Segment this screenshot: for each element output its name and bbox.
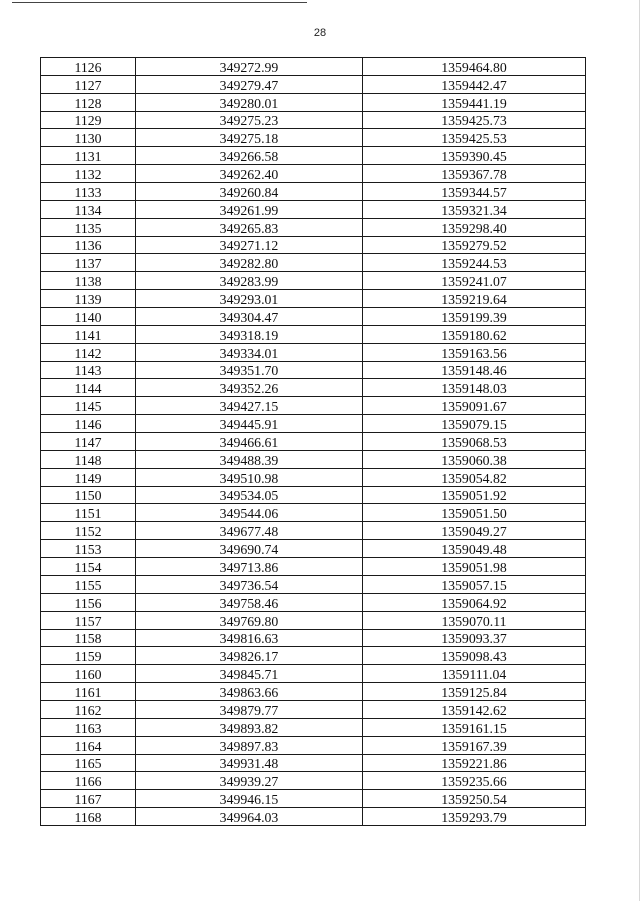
table-row <box>41 700 586 718</box>
point-number-cell: 1126 <box>41 58 136 76</box>
table-row <box>41 218 586 236</box>
y-coordinate-cell: 1359464.80 <box>363 58 586 76</box>
table-row <box>41 111 586 129</box>
point-number-cell: 1161 <box>41 683 136 701</box>
y-coordinate-cell: 1359219.64 <box>363 290 586 308</box>
x-coordinate-cell: 349939.27 <box>136 772 363 790</box>
point-number-cell: 1135 <box>41 218 136 236</box>
y-coordinate-cell: 1359051.50 <box>363 504 586 522</box>
table-row <box>41 718 586 736</box>
table-row <box>41 504 586 522</box>
table-row <box>41 75 586 93</box>
y-coordinate-cell: 1359279.52 <box>363 236 586 254</box>
x-coordinate-cell: 349534.05 <box>136 486 363 504</box>
table-row <box>41 272 586 290</box>
table-row <box>41 575 586 593</box>
x-coordinate-cell: 349283.99 <box>136 272 363 290</box>
point-number-cell: 1139 <box>41 290 136 308</box>
y-coordinate-cell: 1359054.82 <box>363 468 586 486</box>
y-coordinate-cell: 1359093.37 <box>363 629 586 647</box>
y-coordinate-cell: 1359064.92 <box>363 593 586 611</box>
point-number-cell: 1151 <box>41 504 136 522</box>
x-coordinate-cell: 349261.99 <box>136 200 363 218</box>
point-number-cell: 1166 <box>41 772 136 790</box>
x-coordinate-cell: 349318.19 <box>136 325 363 343</box>
table-row <box>41 343 586 361</box>
point-number-cell: 1150 <box>41 486 136 504</box>
point-number-cell: 1165 <box>41 754 136 772</box>
table-row <box>41 772 586 790</box>
y-coordinate-cell: 1359125.84 <box>363 683 586 701</box>
table-row <box>41 308 586 326</box>
table-row <box>41 290 586 308</box>
point-number-cell: 1128 <box>41 93 136 111</box>
point-number-cell: 1136 <box>41 236 136 254</box>
y-coordinate-cell: 1359161.15 <box>363 718 586 736</box>
point-number-cell: 1160 <box>41 665 136 683</box>
y-coordinate-cell: 1359163.56 <box>363 343 586 361</box>
y-coordinate-cell: 1359241.07 <box>363 272 586 290</box>
y-coordinate-cell: 1359344.57 <box>363 183 586 201</box>
x-coordinate-cell: 349690.74 <box>136 540 363 558</box>
x-coordinate-cell: 349964.03 <box>136 808 363 826</box>
x-coordinate-cell: 349736.54 <box>136 575 363 593</box>
point-number-cell: 1168 <box>41 808 136 826</box>
point-number-cell: 1144 <box>41 379 136 397</box>
y-coordinate-cell: 1359442.47 <box>363 75 586 93</box>
y-coordinate-cell: 1359098.43 <box>363 647 586 665</box>
table-row <box>41 129 586 147</box>
y-coordinate-cell: 1359049.27 <box>363 522 586 540</box>
x-coordinate-cell: 349334.01 <box>136 343 363 361</box>
table-row <box>41 254 586 272</box>
y-coordinate-cell: 1359167.39 <box>363 736 586 754</box>
point-number-cell: 1137 <box>41 254 136 272</box>
x-coordinate-cell: 349352.26 <box>136 379 363 397</box>
point-number-cell: 1157 <box>41 611 136 629</box>
x-coordinate-cell: 349275.23 <box>136 111 363 129</box>
x-coordinate-cell: 349282.80 <box>136 254 363 272</box>
x-coordinate-cell: 349275.18 <box>136 129 363 147</box>
point-number-cell: 1153 <box>41 540 136 558</box>
x-coordinate-cell: 349272.99 <box>136 58 363 76</box>
x-coordinate-cell: 349427.15 <box>136 397 363 415</box>
point-number-cell: 1142 <box>41 343 136 361</box>
coordinates-table-body <box>41 58 586 826</box>
table-row <box>41 58 586 76</box>
table-row <box>41 611 586 629</box>
y-coordinate-cell: 1359060.38 <box>363 450 586 468</box>
y-coordinate-cell: 1359070.11 <box>363 611 586 629</box>
y-coordinate-cell: 1359148.46 <box>363 361 586 379</box>
y-coordinate-cell: 1359250.54 <box>363 790 586 808</box>
y-coordinate-cell: 1359142.62 <box>363 700 586 718</box>
point-number-cell: 1132 <box>41 165 136 183</box>
x-coordinate-cell: 349931.48 <box>136 754 363 772</box>
y-coordinate-cell: 1359244.53 <box>363 254 586 272</box>
y-coordinate-cell: 1359390.45 <box>363 147 586 165</box>
table-row <box>41 165 586 183</box>
point-number-cell: 1152 <box>41 522 136 540</box>
y-coordinate-cell: 1359235.66 <box>363 772 586 790</box>
x-coordinate-cell: 349816.63 <box>136 629 363 647</box>
point-number-cell: 1163 <box>41 718 136 736</box>
table-row <box>41 361 586 379</box>
point-number-cell: 1133 <box>41 183 136 201</box>
x-coordinate-cell: 349265.83 <box>136 218 363 236</box>
point-number-cell: 1154 <box>41 558 136 576</box>
point-number-cell: 1155 <box>41 575 136 593</box>
table-row <box>41 379 586 397</box>
y-coordinate-cell: 1359091.67 <box>363 397 586 415</box>
x-coordinate-cell: 349510.98 <box>136 468 363 486</box>
point-number-cell: 1127 <box>41 75 136 93</box>
x-coordinate-cell: 349279.47 <box>136 75 363 93</box>
x-coordinate-cell: 349488.39 <box>136 450 363 468</box>
table-row <box>41 236 586 254</box>
table-row <box>41 147 586 165</box>
table-row <box>41 325 586 343</box>
y-coordinate-cell: 1359293.79 <box>363 808 586 826</box>
x-coordinate-cell: 349266.58 <box>136 147 363 165</box>
x-coordinate-cell: 349304.47 <box>136 308 363 326</box>
table-row <box>41 93 586 111</box>
x-coordinate-cell: 349845.71 <box>136 665 363 683</box>
x-coordinate-cell: 349445.91 <box>136 415 363 433</box>
table-row <box>41 790 586 808</box>
table-row <box>41 433 586 451</box>
y-coordinate-cell: 1359367.78 <box>363 165 586 183</box>
y-coordinate-cell: 1359051.98 <box>363 558 586 576</box>
table-row <box>41 736 586 754</box>
point-number-cell: 1149 <box>41 468 136 486</box>
table-row <box>41 468 586 486</box>
y-coordinate-cell: 1359298.40 <box>363 218 586 236</box>
y-coordinate-cell: 1359079.15 <box>363 415 586 433</box>
point-number-cell: 1131 <box>41 147 136 165</box>
point-number-cell: 1146 <box>41 415 136 433</box>
x-coordinate-cell: 349271.12 <box>136 236 363 254</box>
x-coordinate-cell: 349262.40 <box>136 165 363 183</box>
point-number-cell: 1147 <box>41 433 136 451</box>
coordinates-table <box>40 57 586 826</box>
x-coordinate-cell: 349897.83 <box>136 736 363 754</box>
table-row <box>41 522 586 540</box>
y-coordinate-cell: 1359221.86 <box>363 754 586 772</box>
point-number-cell: 1156 <box>41 593 136 611</box>
x-coordinate-cell: 349769.80 <box>136 611 363 629</box>
y-coordinate-cell: 1359425.73 <box>363 111 586 129</box>
point-number-cell: 1162 <box>41 700 136 718</box>
x-coordinate-cell: 349863.66 <box>136 683 363 701</box>
table-row <box>41 683 586 701</box>
x-coordinate-cell: 349879.77 <box>136 700 363 718</box>
x-coordinate-cell: 349758.46 <box>136 593 363 611</box>
table-row <box>41 808 586 826</box>
point-number-cell: 1164 <box>41 736 136 754</box>
point-number-cell: 1159 <box>41 647 136 665</box>
point-number-cell: 1129 <box>41 111 136 129</box>
y-coordinate-cell: 1359068.53 <box>363 433 586 451</box>
table-row <box>41 540 586 558</box>
point-number-cell: 1145 <box>41 397 136 415</box>
x-coordinate-cell: 349544.06 <box>136 504 363 522</box>
x-coordinate-cell: 349260.84 <box>136 183 363 201</box>
y-coordinate-cell: 1359111.04 <box>363 665 586 683</box>
table-row <box>41 754 586 772</box>
point-number-cell: 1134 <box>41 200 136 218</box>
point-number-cell: 1141 <box>41 325 136 343</box>
y-coordinate-cell: 1359321.34 <box>363 200 586 218</box>
x-coordinate-cell: 349713.86 <box>136 558 363 576</box>
x-coordinate-cell: 349293.01 <box>136 290 363 308</box>
x-coordinate-cell: 349826.17 <box>136 647 363 665</box>
x-coordinate-cell: 349351.70 <box>136 361 363 379</box>
point-number-cell: 1130 <box>41 129 136 147</box>
table-row <box>41 415 586 433</box>
x-coordinate-cell: 349280.01 <box>136 93 363 111</box>
table-row <box>41 629 586 647</box>
page-number: 28 <box>313 27 327 39</box>
x-coordinate-cell: 349946.15 <box>136 790 363 808</box>
x-coordinate-cell: 349893.82 <box>136 718 363 736</box>
point-number-cell: 1138 <box>41 272 136 290</box>
table-row <box>41 665 586 683</box>
table-row <box>41 450 586 468</box>
y-coordinate-cell: 1359049.48 <box>363 540 586 558</box>
y-coordinate-cell: 1359051.92 <box>363 486 586 504</box>
y-coordinate-cell: 1359148.03 <box>363 379 586 397</box>
table-row <box>41 558 586 576</box>
table-row <box>41 183 586 201</box>
table-row <box>41 486 586 504</box>
table-row <box>41 647 586 665</box>
x-coordinate-cell: 349677.48 <box>136 522 363 540</box>
y-coordinate-cell: 1359057.15 <box>363 575 586 593</box>
point-number-cell: 1143 <box>41 361 136 379</box>
y-coordinate-cell: 1359425.53 <box>363 129 586 147</box>
table-row <box>41 593 586 611</box>
y-coordinate-cell: 1359180.62 <box>363 325 586 343</box>
point-number-cell: 1140 <box>41 308 136 326</box>
top-edge-line <box>12 2 307 3</box>
point-number-cell: 1167 <box>41 790 136 808</box>
y-coordinate-cell: 1359199.39 <box>363 308 586 326</box>
point-number-cell: 1158 <box>41 629 136 647</box>
point-number-cell: 1148 <box>41 450 136 468</box>
table-row <box>41 200 586 218</box>
x-coordinate-cell: 349466.61 <box>136 433 363 451</box>
y-coordinate-cell: 1359441.19 <box>363 93 586 111</box>
table-row <box>41 397 586 415</box>
